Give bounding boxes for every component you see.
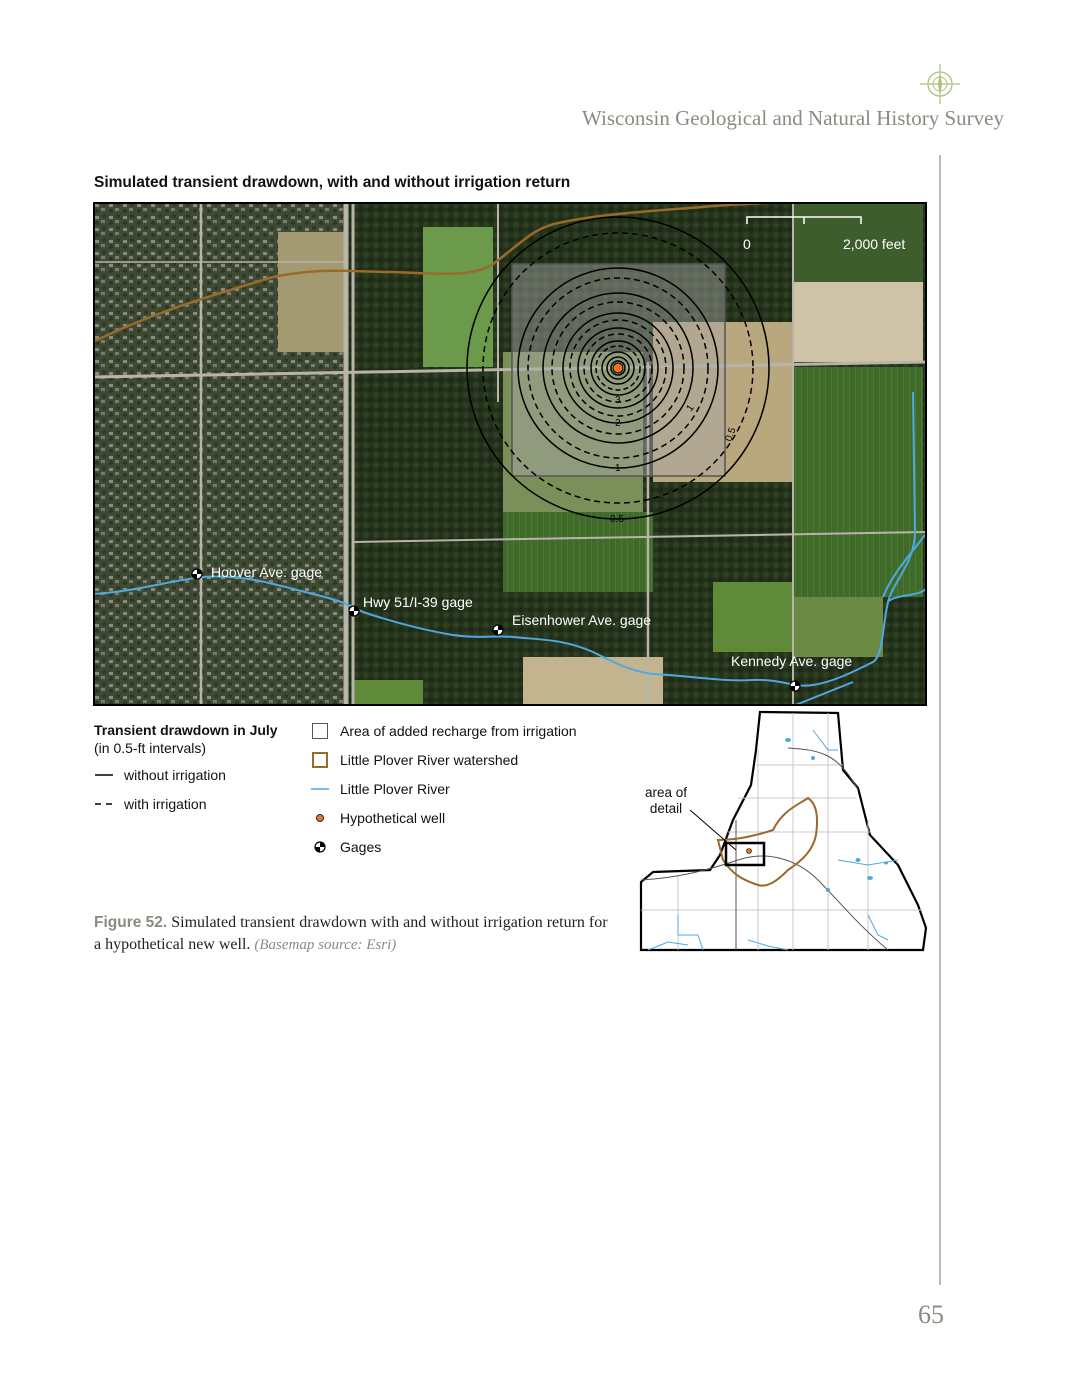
legend-item-without-irrigation bbox=[94, 766, 226, 784]
contour-label: 1 bbox=[615, 463, 621, 474]
gage-hoover bbox=[192, 564, 322, 580]
scale-distance-label: 2,000 feet bbox=[843, 236, 906, 252]
inset-locator-map bbox=[638, 710, 928, 954]
dashed-line-icon bbox=[94, 795, 116, 813]
legend-label: Gages bbox=[340, 839, 382, 855]
field bbox=[793, 282, 923, 362]
legend-item-recharge-area bbox=[310, 722, 577, 740]
caption-label: Figure 52. bbox=[94, 914, 168, 931]
legend-item-well bbox=[310, 809, 445, 827]
gage-icon bbox=[310, 838, 332, 856]
legend-item-watershed bbox=[310, 751, 518, 769]
scale-zero-label: 0 bbox=[743, 236, 751, 252]
well-dot-icon bbox=[310, 809, 332, 827]
header-title: Wisconsin Geological and Natural History Survey bbox=[582, 106, 1004, 130]
gage-label: Kennedy Ave. gage bbox=[731, 653, 853, 669]
hypothetical-well bbox=[613, 363, 623, 373]
contour-label: 3 bbox=[615, 395, 621, 406]
legend-label: Little Plover River watershed bbox=[340, 752, 519, 768]
caption-source: (Basemap source: Esri) bbox=[254, 937, 397, 953]
legend bbox=[94, 720, 634, 880]
caption-text: Simulated transient drawdown with and without irrigation return for a hypothetical new well. bbox=[94, 914, 608, 953]
side-rule bbox=[939, 155, 941, 1285]
legend-label: without irrigation bbox=[124, 767, 226, 783]
field bbox=[503, 512, 653, 592]
gage-label: Hoover Ave. gage bbox=[211, 564, 323, 580]
legend-item-gages bbox=[310, 838, 381, 856]
gray-box-icon bbox=[310, 722, 332, 740]
legend-heading: Transient drawdown in July bbox=[94, 722, 278, 738]
figure-title: Simulated transient drawdown, with and without irrigation return bbox=[94, 174, 571, 191]
legend-item-river bbox=[310, 780, 450, 798]
drawdown-map bbox=[93, 202, 927, 706]
field bbox=[278, 232, 348, 352]
legend-label: Little Plover River bbox=[340, 781, 450, 797]
field bbox=[423, 227, 493, 367]
field bbox=[523, 657, 663, 706]
contour-label: 0.5 bbox=[723, 426, 739, 444]
field bbox=[713, 582, 793, 652]
contour-label: 2 bbox=[615, 418, 621, 429]
legend-item-with-irrigation bbox=[94, 795, 206, 813]
solid-line-icon bbox=[94, 766, 116, 784]
field bbox=[793, 597, 883, 657]
legend-subheading: (in 0.5-ft intervals) bbox=[94, 740, 207, 756]
county-outline bbox=[641, 712, 926, 950]
gage-label: Hwy 51/I-39 gage bbox=[363, 594, 473, 610]
brown-box-icon bbox=[310, 751, 332, 769]
page-number: 65 bbox=[918, 1300, 944, 1329]
inset-well bbox=[747, 849, 752, 854]
contour-label: 0.5 bbox=[610, 514, 624, 525]
blue-line-icon bbox=[310, 780, 332, 798]
area-of-detail-label: detail bbox=[649, 801, 683, 816]
contour-label: 1 bbox=[684, 402, 697, 414]
legend-label: with irrigation bbox=[124, 796, 207, 812]
gage-label: Eisenhower Ave. gage bbox=[512, 612, 652, 628]
compass-rose-icon bbox=[918, 62, 962, 106]
area-of-detail-label: area of bbox=[644, 785, 688, 800]
field bbox=[353, 680, 423, 706]
legend-label: Hypothetical well bbox=[340, 810, 446, 826]
legend-label: Area of added recharge from irrigation bbox=[340, 723, 577, 739]
figure-caption bbox=[94, 912, 614, 956]
